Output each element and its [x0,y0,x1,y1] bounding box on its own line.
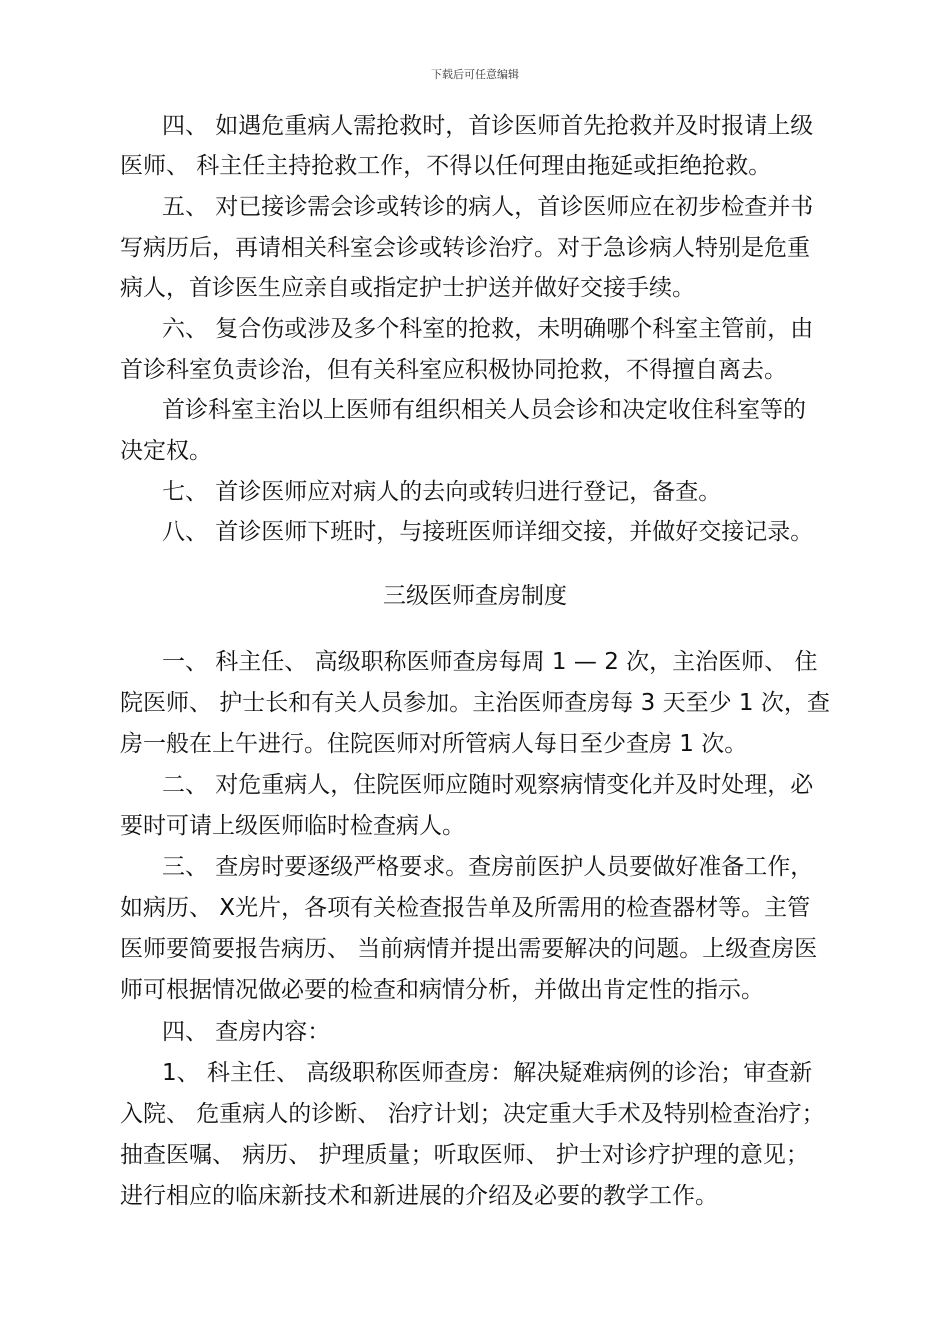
paragraph-line: 房一般在上午进行。住院医师对所管病人每日至少查房 1 次。 [120,731,748,757]
paragraph-line: 入院、 危重病人的诊断、 治疗计划；决定重大手术及特别检查治疗； [120,1101,825,1127]
paragraph-line: 四、 查房内容： [162,1019,331,1045]
paragraph-line: 医师要简要报告病历、 当前病情并提出需要解决的问题。上级查房医 [120,936,818,962]
paragraph-line: 八、 首诊医师下班时，与接班医师详细交接，并做好交接记录。 [162,519,814,545]
paragraph-line: 三、 查房时要逐级严格要求。查房前医护人员要做好准备工作， [162,854,814,880]
paragraph-line: 一、 科主任、 高级职称医师查房每周 1 — 2 次，主治医师、 住 [162,649,818,675]
paragraph-line: 如病历、 X光片，各项有关检查报告单及所需用的检查器材等。主管 [120,895,811,921]
paragraph-line: 医师、 科主任主持抢救工作，不得以任何理由拖延或拒绝抢救。 [120,153,772,179]
paragraph-line: 五、 对已接诊需会诊或转诊的病人，首诊医师应在初步检查并书 [162,194,814,220]
paragraph-line: 要时可请上级医师临时检查病人。 [120,813,465,839]
paragraph-line: 决定权。 [120,438,212,464]
paragraph-line: 首诊科室负责诊治，但有关科室应积极协同抢救，不得擅自离去。 [120,357,787,383]
paragraph-line: 师可根据情况做必要的检查和病情分析，并做出肯定性的指示。 [120,977,764,1003]
paragraph-line: 院医师、 护士长和有关人员参加。主治医师查房每 3 天至少 1 次，查 [120,690,830,716]
section-title: 三级医师查房制度 [383,583,567,609]
paragraph-line: 六、 复合伤或涉及多个科室的抢救，未明确哪个科室主管前，由 [162,316,814,342]
page-header: 下载后可任意编辑 [431,68,519,81]
paragraph-line: 二、 对危重病人，住院医师应随时观察病情变化并及时处理，必 [162,772,814,798]
paragraph-line: 病人，首诊医生应亲自或指定护士护送并做好交接手续。 [120,275,695,301]
paragraph-line: 进行相应的临床新技术和新进展的介绍及必要的教学工作。 [120,1183,718,1209]
paragraph-line: 抽查医嘱、 病历、 护理质量；听取医师、 护士对诊疗护理的意见； [120,1142,809,1168]
paragraph-line: 写病历后，再请相关科室会诊或转诊治疗。对于急诊病人特别是危重 [120,235,810,261]
paragraph-line: 首诊科室主治以上医师有组织相关人员会诊和决定收住科室等的 [162,397,806,423]
paragraph-line: 四、 如遇危重病人需抢救时，首诊医师首先抢救并及时报请上级 [162,113,814,139]
paragraph-line: 1、 科主任、 高级职称医师查房：解决疑难病例的诊治；审查新 [162,1060,813,1086]
paragraph-line: 七、 首诊医师应对病人的去向或转归进行登记，备查。 [162,479,722,505]
